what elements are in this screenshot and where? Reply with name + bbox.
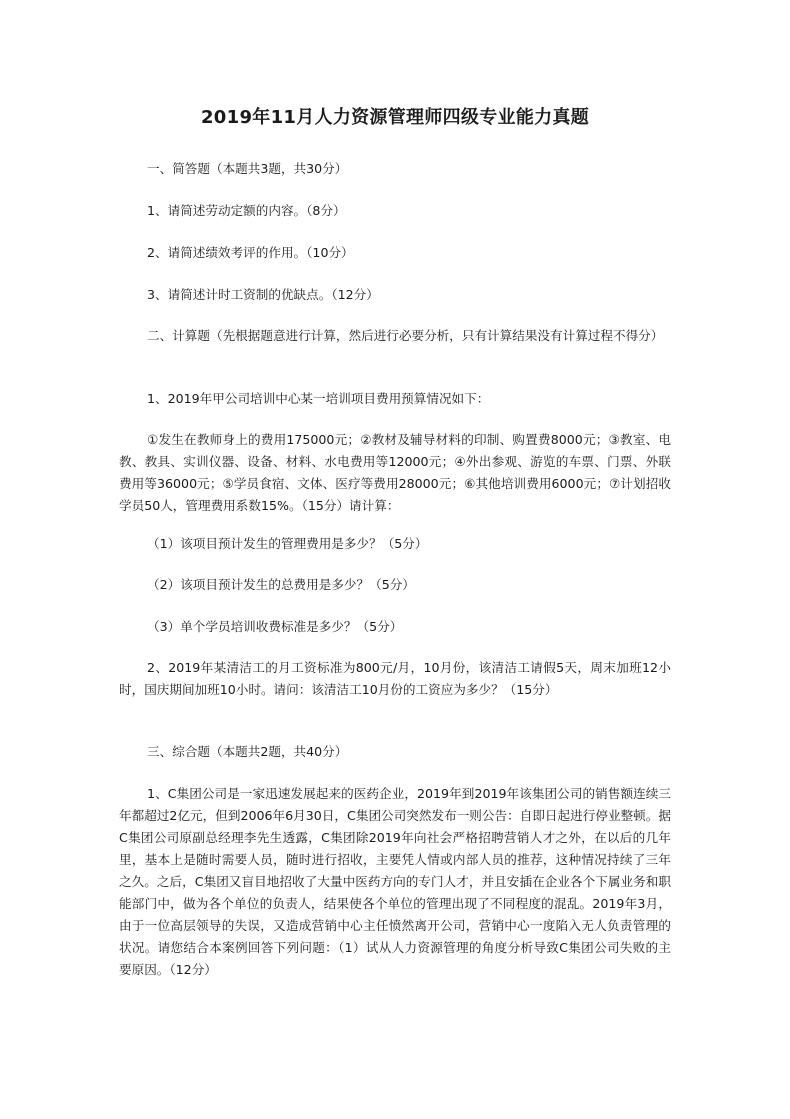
section1-heading: 一、简答题（本题共3题，共30分） [147, 161, 348, 176]
section1-question-3: 3、请简述计时工资制的优缺点。（12分） [147, 287, 379, 302]
section2-question-1-sub-3: （3）单个学员培训收费标准是多少？（5分） [147, 619, 403, 634]
section2-question-1-sub-2: （2）该项目预计发生的总费用是多少？（5分） [147, 577, 415, 592]
section1-question-1: 1、请简述劳动定额的内容。（8分） [147, 203, 346, 218]
section2-heading: 二、计算题（先根据题意进行计算，然后进行必要分析，只有计算结果没有计算过程不得分） [147, 328, 664, 343]
section2-question-1-body: ①发生在教师身上的费用175000元；②教材及辅导材料的印制、购置费8000元；③教室、电教、教具、实训仪器、设备、材料、水电费用等12000元；④外出参观、游览的车票、门票、外联费用等36000元；⑤学员食宿、文体、医疗等费用28000元；⑥其他培训费用6000元；⑦计划招收学员50人，管理费用系数15%。（15分）请计算： [119, 432, 671, 513]
section2-question-1-sub-1: （1）该项目预计发生的管理费用是多少？（5分） [147, 536, 428, 551]
section3-heading: 三、综合题（本题共2题，共40分） [147, 744, 348, 759]
section2-question-2: 2、2019年某清洁工的月工资标准为800元/月，10月份，该清洁工请假5天，周末加班12小时，国庆期间加班10小时。请问：该清洁工10月份的工资应为多少？（15分） [119, 660, 671, 697]
section2-question-1-intro: 1、2019年甲公司培训中心某一培训项目费用预算情况如下： [147, 391, 490, 406]
section3-question-1: 1、C集团公司是一家迅速发展起来的医药企业，2019年到2019年该集团公司的销售额连续三年都超过2亿元，但到2006年6月30日，C集团公司突然发布一则公告：自即日起进行停业整顿。据C集团公司原副总经理李先生透露，C集团除2019年向社会严格招聘营销人才之外，在以后的几年里，基本上是随时需要人员，随时进行招收，主要凭人情或内部人员的推荐，这种情况持续了三年之久。之后，C集团又盲目地招收了大量中医药方向的专门人才，并且安插在企业各个下属业务和职能部门中，做为各个单位的负责人，结果使各个单位的管理出现了不同程度的混乱。2019年3月，由于一位高层领导的失误，又造成营销中心主任愤然离开公司，营销中心一度陷入无人负责管理的状况。请您结合本案例回答下列问题：（1）试从人力资源管理的角度分析导致C集团公司失败的主要原因。（12分） [119, 786, 671, 977]
page-title: 2019年11月人力资源管理师四级专业能力真题 [200, 107, 590, 128]
section1-question-2: 2、请简述绩效考评的作用。（10分） [147, 245, 354, 260]
